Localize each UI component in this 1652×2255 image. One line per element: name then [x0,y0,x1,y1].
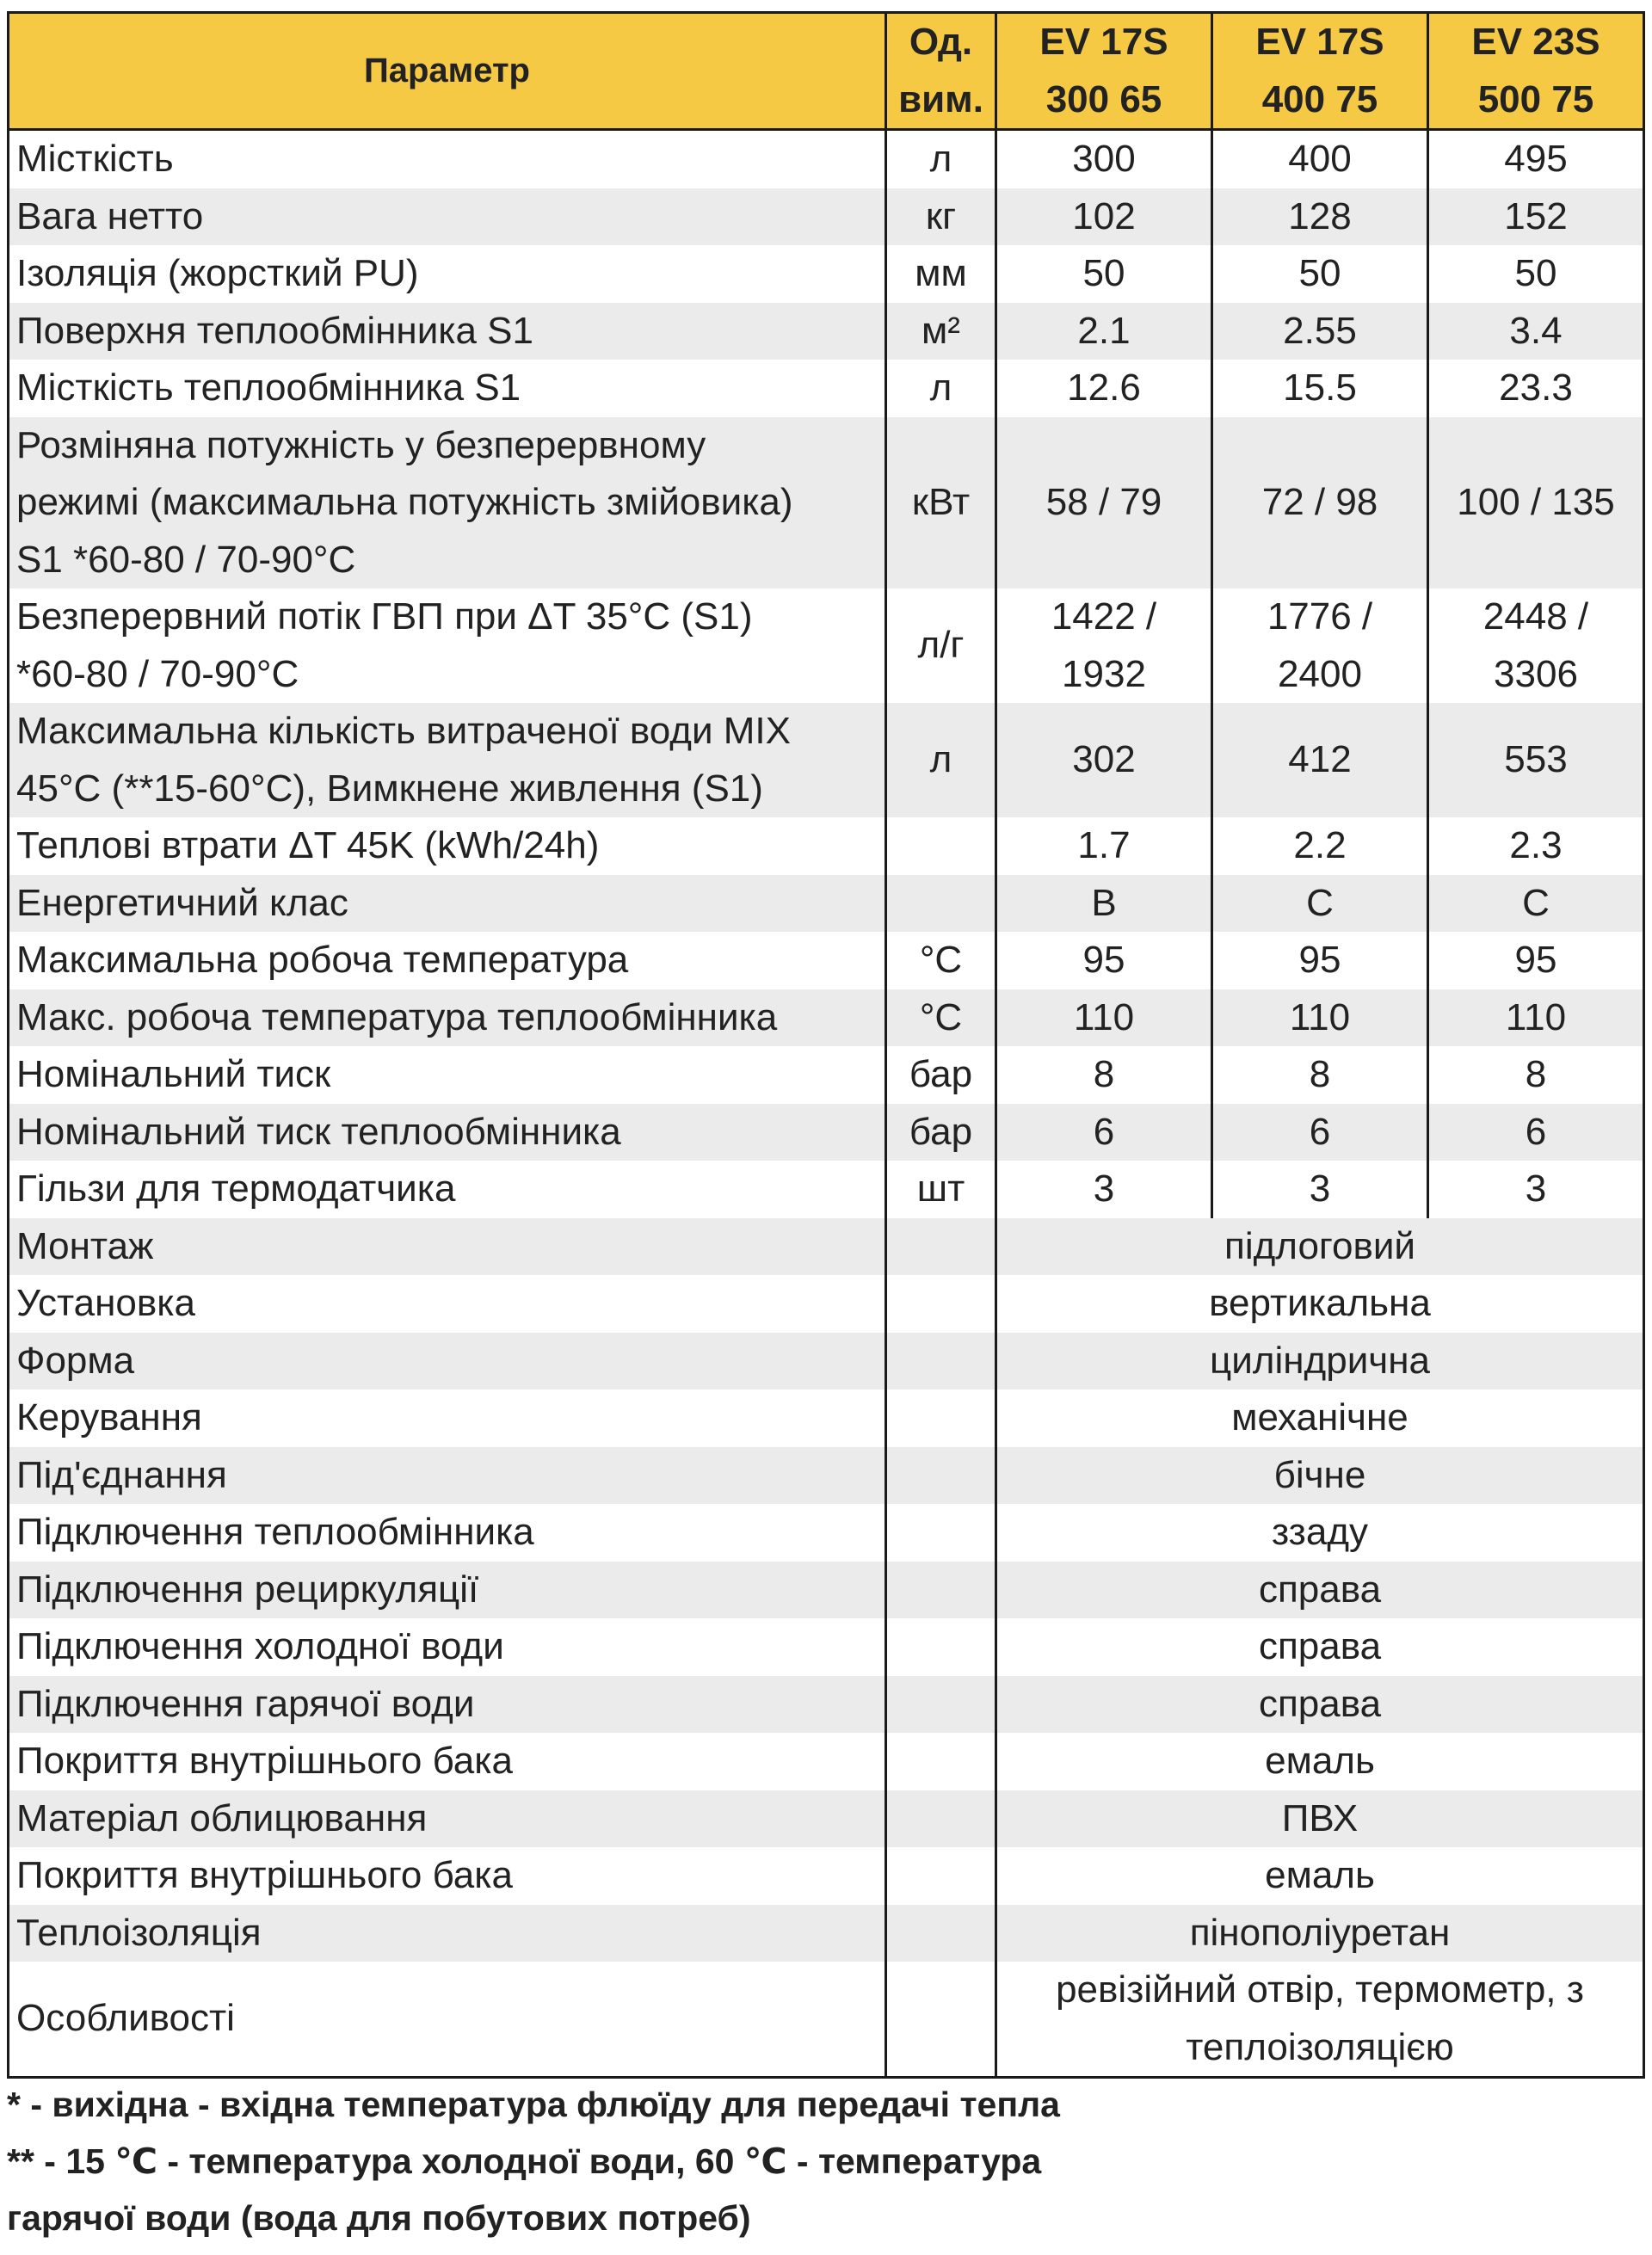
unit-column-header: Од. вим. [886,13,996,130]
value-cell: 3.4 [1428,303,1644,360]
value-cell: 3 [1428,1161,1644,1218]
table-row [9,1046,1644,1104]
param-label: Макс. робоча температура теплообмінника [9,989,886,1047]
param-label: Місткість теплообмінника S1 [9,360,886,417]
unit-cell: мм [886,245,996,303]
value-cell: 50 [1428,245,1644,303]
table-row [9,817,1644,875]
footnote-1: * - вихідна - вхідна температура флюїду для передачі тепла [7,2085,1060,2124]
merged-value-cell: справа [996,1676,1644,1734]
param-label: Підключення холодної води [9,1618,886,1676]
unit-cell [886,1562,996,1619]
param-label: Номінальний тиск теплообмінника [9,1104,886,1161]
value-cell: 95 [996,932,1212,989]
merged-value-cell: бічне [996,1447,1644,1505]
unit-cell: л [886,360,996,417]
merged-value-cell: ПВХ [996,1790,1644,1848]
value-cell: 58 / 79 [996,417,1212,589]
value-cell: 400 [1212,130,1428,188]
unit-cell [886,1275,996,1333]
spec-table [7,11,1645,2079]
param-label: Гільзи для термодатчика [9,1161,886,1218]
merged-value-cell: пінополіуретан [996,1905,1644,1962]
param-label: Теплові втрати ΔT 45K (kWh/24h) [9,817,886,875]
table-row [9,1275,1644,1333]
param-label: Підключення гарячої води [9,1676,886,1734]
unit-cell: л/г [886,588,996,703]
unit-cell: л [886,703,996,817]
table-row [9,1905,1644,1962]
value-cell: 110 [996,989,1212,1047]
value-cell: 95 [1212,932,1428,989]
merged-value-cell: справа [996,1618,1644,1676]
value-cell: 6 [1212,1104,1428,1161]
unit-cell [886,1733,996,1790]
value-cell: 495 [1428,130,1644,188]
table-row [9,303,1644,360]
unit-cell [886,1790,996,1848]
value-cell: 6 [996,1104,1212,1161]
value-cell: 302 [996,703,1212,817]
value-cell: 8 [1212,1046,1428,1104]
unit-cell: л [886,130,996,188]
value-cell: 8 [996,1046,1212,1104]
header-row [9,13,1644,130]
unit-cell [886,1847,996,1905]
value-cell: 23.3 [1428,360,1644,417]
unit-cell: кг [886,188,996,246]
param-label: Особливості [9,1962,886,2078]
value-cell: 2.1 [996,303,1212,360]
param-label: Розміняна потужність у безперервному режимі (максимальна потужність змійовика) S1 *60-80 / 70-90°C [9,417,886,589]
param-label: Ізоляція (жорсткий PU) [9,245,886,303]
table-row [9,703,1644,817]
merged-value-cell: справа [996,1562,1644,1619]
table-row [9,1504,1644,1562]
unit-cell: бар [886,1104,996,1161]
merged-value-cell: ревізійний отвір, термометр, з теплоізоляцією [996,1962,1644,2078]
value-cell: B [996,875,1212,933]
param-label: Номінальний тиск [9,1046,886,1104]
table-row [9,1218,1644,1276]
unit-cell: бар [886,1046,996,1104]
param-label: Форма [9,1333,886,1390]
unit-cell [886,1389,996,1447]
param-label: Енергетичний клас [9,875,886,933]
value-cell: C [1428,875,1644,933]
value-cell: 2448 / 3306 [1428,588,1644,703]
unit-cell: шт [886,1161,996,1218]
value-cell: 50 [996,245,1212,303]
param-label: Поверхня теплообмінника S1 [9,303,886,360]
table-row [9,130,1644,188]
table-row [9,1562,1644,1619]
param-label: Установка [9,1275,886,1333]
value-cell: 15.5 [1212,360,1428,417]
table-row [9,588,1644,703]
value-cell: 100 / 135 [1428,417,1644,589]
table-row [9,1447,1644,1505]
param-label: Максимальна робоча температура [9,932,886,989]
unit-cell [886,817,996,875]
model-2-header: EV 17S 400 75 [1212,13,1428,130]
unit-cell [886,1905,996,1962]
unit-cell [886,1333,996,1390]
value-cell: 8 [1428,1046,1644,1104]
value-cell: 1.7 [996,817,1212,875]
param-label: Матеріал облицювання [9,1790,886,1848]
table-row [9,1333,1644,1390]
table-row [9,417,1644,589]
table-row [9,1618,1644,1676]
unit-cell [886,875,996,933]
table-row [9,1962,1644,2078]
merged-value-cell: емаль [996,1847,1644,1905]
value-cell: C [1212,875,1428,933]
param-label: Монтаж [9,1218,886,1276]
unit-cell: кВт [886,417,996,589]
param-label: Максимальна кількість витраченої води MIX 45°C (**15-60°C), Вимкнене живлення (S1) [9,703,886,817]
merged-value-cell: емаль [996,1733,1644,1790]
table-row [9,875,1644,933]
merged-value-cell: циліндрична [996,1333,1644,1390]
value-cell: 2.2 [1212,817,1428,875]
param-label: Підключення рециркуляції [9,1562,886,1619]
unit-cell [886,1504,996,1562]
param-label: Безперервний потік ГВП при ΔT 35°C (S1) *60-80 / 70-90°C [9,588,886,703]
value-cell: 110 [1212,989,1428,1047]
value-cell: 12.6 [996,360,1212,417]
table-row [9,932,1644,989]
table-row [9,1161,1644,1218]
value-cell: 102 [996,188,1212,246]
value-cell: 95 [1428,932,1644,989]
unit-cell: °C [886,989,996,1047]
model-3-header: EV 23S 500 75 [1428,13,1644,130]
table-row [9,1790,1644,1848]
value-cell: 6 [1428,1104,1644,1161]
merged-value-cell: механічне [996,1389,1644,1447]
table-row [9,188,1644,246]
table-row [9,989,1644,1047]
table-row [9,1389,1644,1447]
unit-cell [886,1218,996,1276]
unit-cell [886,1447,996,1505]
unit-cell [886,1618,996,1676]
param-label: Покриття внутрішнього бака [9,1847,886,1905]
param-label: Підключення теплообмінника [9,1504,886,1562]
table-row [9,1733,1644,1790]
model-1-header: EV 17S 300 65 [996,13,1212,130]
value-cell: 553 [1428,703,1644,817]
param-label: Місткість [9,130,886,188]
param-label: Теплоізоляція [9,1905,886,1962]
table-row [9,1104,1644,1161]
value-cell: 2.55 [1212,303,1428,360]
merged-value-cell: вертикальна [996,1275,1644,1333]
table-row [9,245,1644,303]
value-cell: 128 [1212,188,1428,246]
unit-cell [886,1676,996,1734]
unit-cell: °C [886,932,996,989]
value-cell: 3 [1212,1161,1428,1218]
value-cell: 300 [996,130,1212,188]
unit-cell: м² [886,303,996,360]
table-row [9,1847,1644,1905]
param-label: Вага нетто [9,188,886,246]
value-cell: 110 [1428,989,1644,1047]
value-cell: 152 [1428,188,1644,246]
value-cell: 50 [1212,245,1428,303]
footnote-3: гарячої води (вода для побутових потреб) [7,2198,751,2238]
param-column-header: Параметр [9,13,886,130]
value-cell: 3 [996,1161,1212,1218]
table-row [9,360,1644,417]
table-row [9,1676,1644,1734]
value-cell: 412 [1212,703,1428,817]
unit-cell [886,1962,996,2078]
param-label: Керування [9,1389,886,1447]
param-label: Під'єднання [9,1447,886,1505]
value-cell: 1422 / 1932 [996,588,1212,703]
footnote-2: ** - 15 ℃ - температура холодної води, 60 ℃ - температура [7,2141,1042,2181]
merged-value-cell: ззаду [996,1504,1644,1562]
value-cell: 2.3 [1428,817,1644,875]
value-cell: 1776 / 2400 [1212,588,1428,703]
merged-value-cell: підлоговий [996,1218,1644,1276]
param-label: Покриття внутрішнього бака [9,1733,886,1790]
value-cell: 72 / 98 [1212,417,1428,589]
